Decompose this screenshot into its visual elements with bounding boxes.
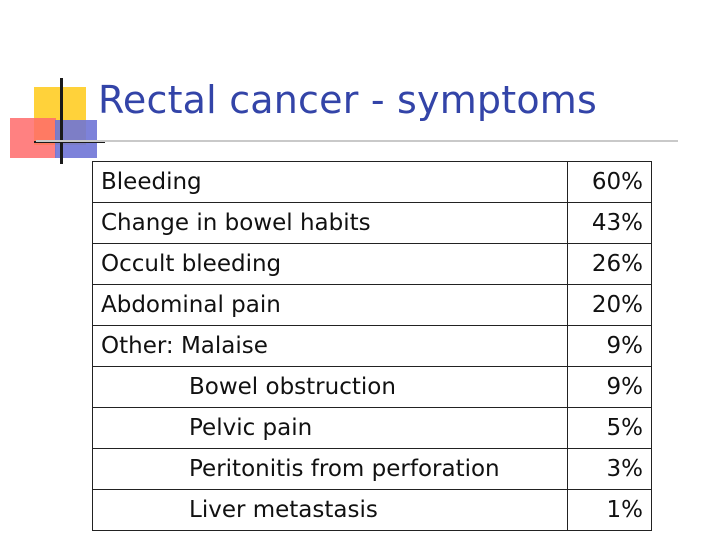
symptom-label: Change in bowel habits [93, 203, 568, 244]
symptom-percentage: 26% [568, 244, 652, 285]
table-row [93, 408, 652, 449]
symptom-label: Peritonitis from perforation [93, 449, 568, 490]
symptom-percentage: 9% [568, 367, 652, 408]
symptom-percentage: 43% [568, 203, 652, 244]
table-row [93, 244, 652, 285]
table-row [93, 490, 652, 531]
symptom-label: Bowel obstruction [93, 367, 568, 408]
table-row [93, 367, 652, 408]
symptoms-table [92, 161, 652, 531]
decorative-logo [0, 0, 110, 170]
symptom-label: Other: Malaise [93, 326, 568, 367]
symptom-percentage: 9% [568, 326, 652, 367]
logo-red-square [10, 118, 56, 158]
slide-title: Rectal cancer - symptoms [98, 78, 598, 122]
symptom-label: Bleeding [93, 162, 568, 203]
symptom-label: Occult bleeding [93, 244, 568, 285]
symptom-percentage: 3% [568, 449, 652, 490]
symptom-percentage: 20% [568, 285, 652, 326]
table-row [93, 162, 652, 203]
table-row [93, 203, 652, 244]
symptom-percentage: 5% [568, 408, 652, 449]
symptom-label: Pelvic pain [93, 408, 568, 449]
table-row [93, 326, 652, 367]
symptom-label: Liver metastasis [93, 490, 568, 531]
logo-vertical-line [60, 78, 63, 164]
symptom-percentage: 1% [568, 490, 652, 531]
symptom-percentage: 60% [568, 162, 652, 203]
symptom-label: Abdominal pain [93, 285, 568, 326]
table-row [93, 449, 652, 490]
title-divider [36, 140, 678, 142]
table-row [93, 285, 652, 326]
